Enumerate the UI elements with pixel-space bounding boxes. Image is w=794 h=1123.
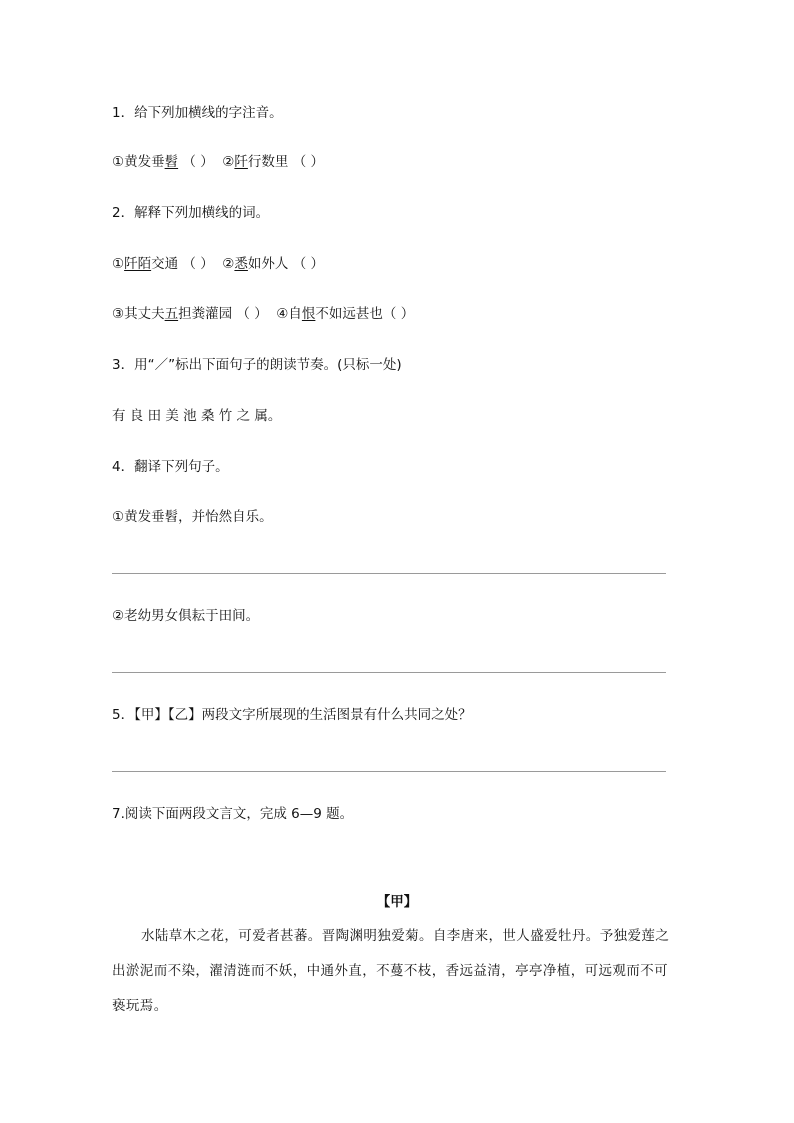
q1-item-2 xyxy=(222,154,324,170)
q1-item-1-pre: ①黄发垂 xyxy=(112,154,165,170)
q2-item-1-pre: ① xyxy=(112,256,125,272)
q1-item-2-pre: ② xyxy=(222,154,235,170)
q1-item-2-post: 行数里 （ ） xyxy=(247,154,324,170)
question-4-sentence-2: ②老幼男女俱耘于田间。 xyxy=(112,608,260,624)
passage-text: 水陆草木之花，可爱者甚蕃。晋陶渊明独爱菊。自李唐来，世人盛爱牡丹。予独爱莲之出淤泥而不染，濯清涟而不妖，中通外直，不蔓不枝，香远益清，亭亭净植，可远观而不可亵玩焉。 xyxy=(112,928,670,1014)
q2-item-3-pre: ③其丈夫 xyxy=(112,306,165,322)
q1-item-1 xyxy=(112,154,214,170)
q2-item-4-post: 不如远甚也（ ） xyxy=(315,306,415,322)
question-2-row-2 xyxy=(112,305,414,323)
question-3-title: 3．用“／”标出下面句子的朗读节奏。(只标一处) xyxy=(112,357,402,373)
q2-item-2-post: 如外人 （ ） xyxy=(247,256,324,272)
question-1-items xyxy=(112,153,324,171)
q2-item-3-post: 担粪灌园 （ ） xyxy=(178,306,268,322)
question-3-sentence: 有 良 田 美 池 桑 竹 之 属。 xyxy=(112,408,282,424)
answer-line-2 xyxy=(112,672,666,673)
question-5-title: 5．【甲】【乙】两段文字所展现的生活图景有什么共同之处？ xyxy=(112,707,472,723)
q2-item-1-post: 交通 （ ） xyxy=(151,256,214,272)
answer-line-3 xyxy=(112,771,666,772)
q2-item-2-underlined: 悉 xyxy=(234,256,248,272)
q1-item-2-underlined: 阡 xyxy=(234,154,248,170)
question-4-sentence-1: ①黄发垂髫，并怡然自乐。 xyxy=(112,509,273,525)
q2-item-2-pre: ② xyxy=(222,256,235,272)
q1-item-1-underlined: 髫 xyxy=(164,154,179,170)
question-4-title: 4．翻译下列句子。 xyxy=(112,459,229,475)
q2-item-1-underlined: 阡陌 xyxy=(124,256,152,272)
passage-heading: 【甲】 xyxy=(376,894,418,910)
question-2-title: 2．解释下列加横线的词。 xyxy=(112,205,270,221)
q2-item-3-underlined: 五 xyxy=(164,306,179,322)
q2-item-4-underlined: 恨 xyxy=(301,306,316,322)
q1-item-1-blank: （ ） xyxy=(182,154,214,170)
question-1-title: 1．给下列加横线的字注音。 xyxy=(112,105,283,121)
question-2-row-1 xyxy=(112,255,324,273)
question-7-title: 7.阅读下面两段文言文，完成 6—9 题。 xyxy=(112,806,354,822)
answer-line-1 xyxy=(112,573,666,574)
q2-item-4-pre: ④自 xyxy=(276,306,302,322)
